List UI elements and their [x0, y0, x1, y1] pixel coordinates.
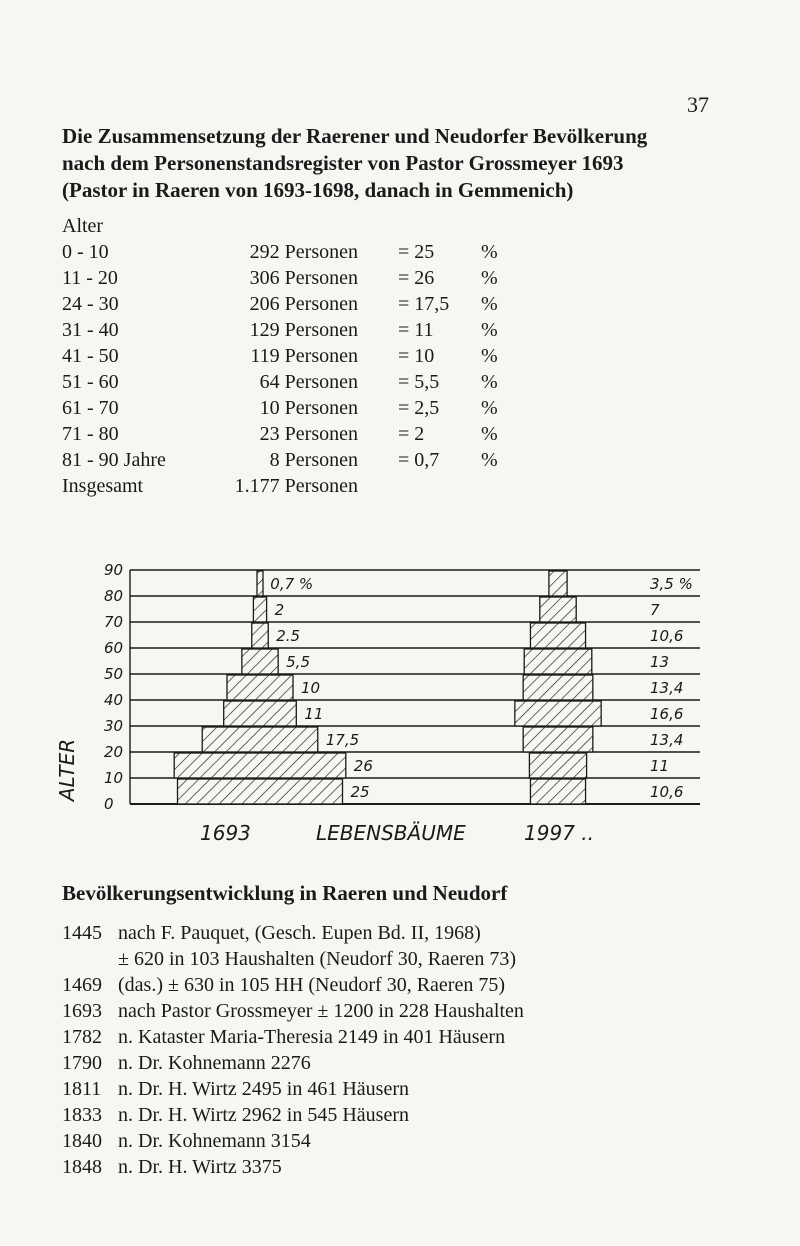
population-pyramid-chart [55, 548, 730, 848]
data-label-1693: 5,5 [286, 653, 311, 671]
data-label-1997: 7 [650, 601, 660, 619]
data-label-1997: 10,6 [650, 783, 684, 801]
heading-line: nach dem Personenstandsregister von Pastor Grossmeyer 1693 [62, 151, 624, 175]
development-heading: Bevölkerungsentwicklung in Raeren und Neudorf [62, 881, 508, 905]
data-label-1693: 26 [353, 757, 373, 775]
data-label-1997: 10,6 [650, 627, 684, 645]
data-label-1997: 13,4 [650, 731, 684, 749]
y-axis-label: ALTER [55, 738, 79, 802]
data-label-1693: 10 [301, 679, 321, 697]
x-axis-label-right: 1997 .. [524, 821, 594, 845]
age-tick-label: 0 [104, 795, 114, 813]
data-label-1997: 13 [650, 653, 670, 671]
age-tick-label: 40 [104, 691, 124, 709]
list-item: 1848 n. Dr. H. Wirtz 3375 [62, 1156, 282, 1178]
data-label-1693: 17,5 [325, 731, 360, 749]
heading-line: Die Zusammensetzung der Raerener und Neudorfer Bevölkerung [62, 124, 648, 148]
data-label-1997: 16,6 [650, 705, 684, 723]
age-tick-label: 80 [104, 587, 124, 605]
x-axis-label-center: LEBENSBÄUME [316, 821, 466, 845]
table-heading [62, 123, 762, 204]
bar-1693 [257, 571, 263, 596]
bar-1693 [174, 753, 346, 778]
list-item: ± 620 in 103 Haushalten (Neudorf 30, Raeren 73) [118, 948, 517, 970]
heading-line: (Pastor in Raeren von 1693-1698, danach in Gemmenich) [62, 178, 574, 202]
bar-1693 [253, 597, 266, 622]
bar-1997 [529, 753, 586, 778]
data-label-1693: 11 [304, 705, 324, 723]
list-item: 1811 n. Dr. H. Wirtz 2495 in 461 Häusern [62, 1078, 410, 1100]
age-tick-label: 90 [104, 561, 124, 579]
list-item: 1445 nach F. Pauquet, (Gesch. Eupen Bd. II, 1968) [62, 922, 481, 944]
age-tick-label: 60 [104, 639, 124, 657]
bar-1693 [242, 649, 278, 674]
bar-1997 [530, 779, 585, 804]
bar-1693 [178, 779, 343, 804]
data-label-1997: 3,5 % [650, 575, 693, 593]
bar-1997 [524, 649, 592, 674]
bar-1997 [549, 571, 567, 596]
list-item: 1693 nach Pastor Grossmeyer ± 1200 in 228 Haushalten [62, 1000, 524, 1022]
development-list [62, 920, 524, 1180]
bar-1997 [540, 597, 576, 622]
x-axis-label-left: 1693 [200, 821, 251, 845]
data-label-1997: 13,4 [650, 679, 684, 697]
bar-1693 [252, 623, 269, 648]
data-label-1693: 0,7 % [270, 575, 314, 593]
bar-1693 [227, 675, 293, 700]
bar-1997 [523, 675, 593, 700]
bar-1997 [523, 727, 593, 752]
data-label-1693: 25 [350, 783, 370, 801]
age-tick-label: 70 [104, 613, 124, 631]
age-tick-label: 50 [104, 665, 124, 683]
list-item: 1840 n. Dr. Kohnemann 3154 [62, 1130, 311, 1152]
bar-1693 [224, 701, 297, 726]
bar-1997 [515, 701, 601, 726]
age-tick-label: 10 [104, 769, 124, 787]
page-number: 37 [687, 92, 709, 117]
data-label-1997: 11 [650, 757, 670, 775]
list-item: 1790 n. Dr. Kohnemann 2276 [62, 1052, 311, 1074]
bar-1997 [530, 623, 585, 648]
list-item: 1782 n. Kataster Maria-Theresia 2149 in 401 Häusern [62, 1026, 506, 1048]
bar-1693 [202, 727, 318, 752]
age-tick-label: 20 [104, 743, 124, 761]
data-label-1693: 2 [274, 601, 285, 619]
data-label-1693: 2.5 [276, 627, 301, 645]
list-item: 1469 (das.) ± 630 in 105 HH (Neudorf 30, Raeren 75) [62, 974, 505, 996]
list-item: 1833 n. Dr. H. Wirtz 2962 in 545 Häusern [62, 1104, 410, 1126]
age-tick-label: 30 [104, 717, 124, 735]
